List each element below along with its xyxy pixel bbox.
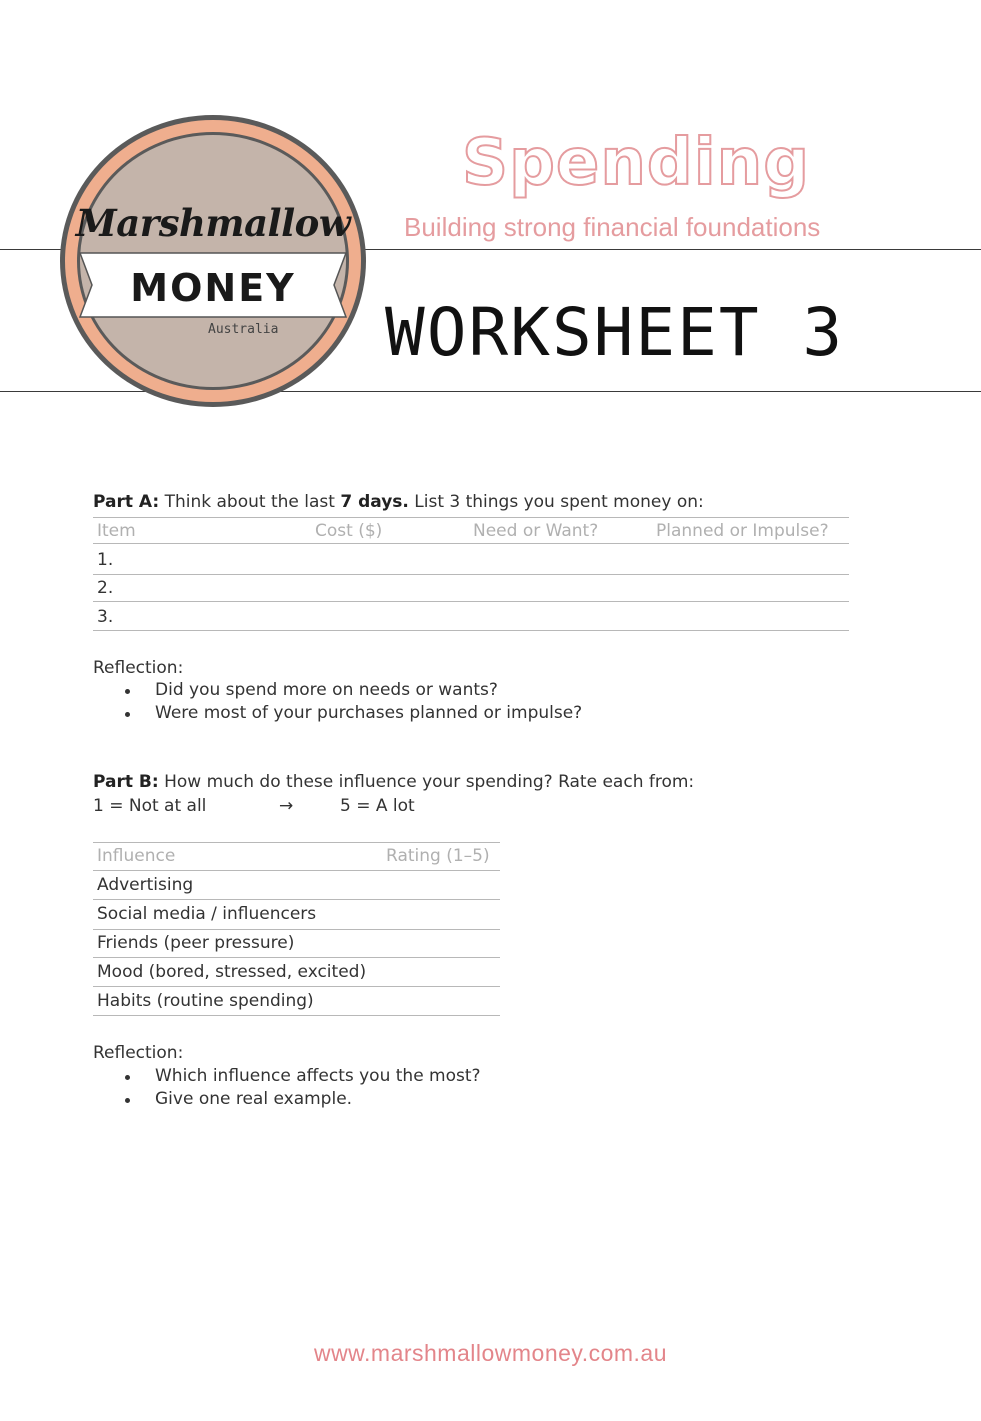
logo-country-text: Australia: [208, 322, 279, 337]
part-a-row: 1.: [97, 550, 114, 570]
reflection-a-item: Did you spend more on needs or wants?: [155, 680, 498, 700]
logo-brand-text: MONEY: [130, 266, 296, 310]
part-a-row: 3.: [97, 607, 114, 627]
part-b-col-influence: Influence: [97, 846, 176, 866]
bullet-icon: [125, 1098, 130, 1103]
part-b-row: Mood (bored, stressed, excited): [97, 962, 367, 982]
bullet-icon: [125, 1075, 130, 1080]
part-b-row-rule: [93, 986, 500, 987]
part-a-row-rule: [93, 574, 849, 575]
part-b-col-rating: Rating (1–5): [386, 846, 490, 866]
part-a-col-item: Item: [97, 521, 136, 541]
part-a-text-after: List 3 things you spent money on:: [408, 492, 704, 512]
part-a-text-before: Think about the last: [159, 492, 341, 512]
part-b-prompt: [93, 772, 694, 792]
part-b-row: Advertising: [97, 875, 194, 895]
page-subtitle: Building strong financial foundations: [404, 212, 821, 242]
part-b-scale-low: 1 = Not at all: [93, 796, 207, 816]
part-b-header-rule: [93, 870, 500, 871]
footer-url: www.marshmallowmoney.com.au: [313, 1340, 668, 1366]
reflection-a-label: Reflection:: [93, 658, 184, 678]
part-b-scale-high: 5 = A lot: [340, 796, 415, 816]
part-a-header-rule: [93, 543, 849, 544]
part-a-col-cost: Cost ($): [315, 521, 383, 541]
part-b-row: Habits (routine spending): [97, 991, 314, 1011]
reflection-b-label: Reflection:: [93, 1043, 184, 1063]
part-a-label: Part A:: [93, 492, 160, 512]
logo-badge-icon: [58, 113, 368, 409]
reflection-b-item: Give one real example.: [155, 1089, 353, 1109]
part-b-label: Part B:: [93, 772, 159, 792]
part-b-text: How much do these influence your spending? Rate each from:: [158, 772, 695, 792]
part-b-table-top-rule: [93, 842, 500, 843]
part-a-row: 2.: [97, 578, 114, 598]
part-b-row: Social media / influencers: [97, 904, 317, 924]
reflection-b-item: Which influence affects you the most?: [155, 1066, 481, 1086]
part-a-row-rule: [93, 601, 849, 602]
part-b-row-rule: [93, 1015, 500, 1016]
part-a-table-top-rule: [93, 517, 849, 518]
part-b-row-rule: [93, 957, 500, 958]
worksheet-label: WORKSHEET 3: [385, 294, 845, 371]
part-a-prompt: [93, 492, 704, 512]
bullet-icon: [125, 689, 130, 694]
marshmallow-money-logo: [58, 113, 368, 409]
part-a-emphasis: 7 days.: [340, 492, 409, 512]
part-a-row-rule: [93, 630, 849, 631]
part-b-row-rule: [93, 899, 500, 900]
page-title: Spending: [462, 126, 810, 200]
logo-script-text: Marshmallow: [75, 201, 351, 245]
bullet-icon: [125, 712, 130, 717]
reflection-a-item: Were most of your purchases planned or impulse?: [155, 703, 583, 723]
part-a-col-planned-impulse: Planned or Impulse?: [656, 521, 829, 541]
part-a-col-need-want: Need or Want?: [473, 521, 599, 541]
part-b-row-rule: [93, 929, 500, 930]
part-b-scale-arrow-icon: →: [279, 796, 294, 816]
part-b-row: Friends (peer pressure): [97, 933, 295, 953]
